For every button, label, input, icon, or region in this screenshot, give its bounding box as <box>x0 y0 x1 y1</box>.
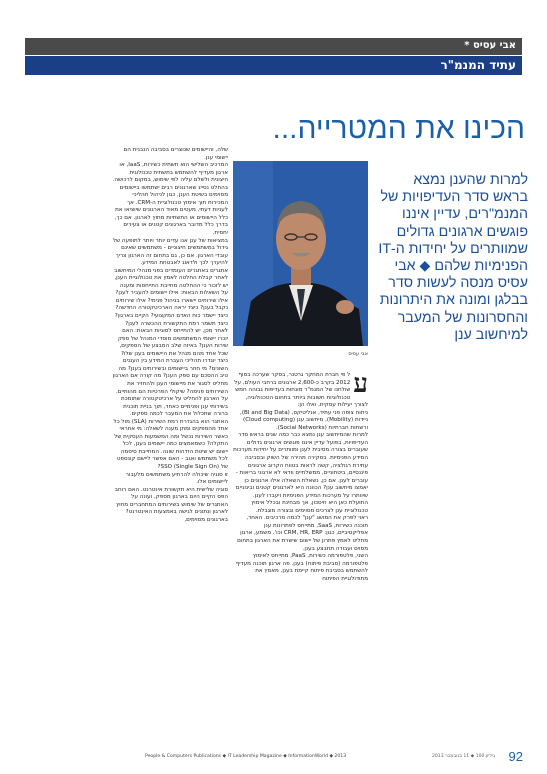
paragraph: סוגיה שלישית היא תקשורת אינטרנט. האם רוחב הפס הקיים היום בארגון מספק, ועונה על האתגרים של שימוש בשירותים המתחברים מחוץ לארגון ונתונים לגישה באמצעות האינטרנט? בארגונים מסוימים, <box>114 486 228 523</box>
author-name: אבי עסיס * <box>464 40 516 51</box>
page-number: 92 <box>508 749 523 764</box>
portrait-illustration <box>233 161 368 346</box>
drop-cap: ע <box>353 372 368 398</box>
paragraph: ראוי לפרק את המושג "ענן" לכמה מרכיבים. האחד, תוכנה כשירות, SaaS, מתייחס לפתרונות ענן אפליקטיביים, כגון: CRM, HR, ERP וכו'. משמע, ארגון מחליט לאמץ פתרון של יישום שישרת את הארגון בתחום מסוים ועבודה תתבצע בענן. <box>237 515 368 552</box>
paragraph: ל פי חברת המחקר גרטנר, בסקר שערכה בסוף 2012 בקרב כ-2,600 ארגונים ברחבי העולם, על שולחנו של המנמ"ר מונחות בעדיפות גבוהה חמש טכנולוגיות חשובות ביותר בתחום הטכנולוגיה, לצורך יעילות עסקית, ואלו הן: <box>234 372 368 409</box>
paragraph: השני, פלטפורמה כשירות, PaaS, מתייחס לאימוץ פלטפורמה (סביבת פיתוח) בענן. פה ארגון תוכנה מעדיף להשתמש בסביבת פיתוח קיימת בענן, מאמץ את מתודולוגיית הפיתוח <box>235 553 368 582</box>
article-column-left <box>112 147 228 737</box>
paragraph: לאחר מכן, יש להתייחס לסוגיות הבאות: האם יוכרו יישומי המשתמשים מוסדי המנהל של ספק שירות הענן? באיזה שלב המבצע של הספקים, שכל אחד מהם מנהל את היישומים בענן שלו? כיצד יוגדרו תהליכי העברת המידע בין העננים השונים? מי חוזר ביישומים ובשירותים בענן? מה טיב ההסכם עם ספק הענן? מה קורה אם הארגון מחליט לסגור את מיישומי הענן ולהחזיר את השירותים פנימה? שיקולי הפרטיות הם מהותיים. <box>112 328 228 395</box>
section-title: עתיד המנמ"ר <box>440 58 516 72</box>
paragraph: במציאות של ענן אנו עדים יותר ויותר לתופעה של גידול במשתמשים חיצוניים - משתמשים שאינם עובדי הארגון. אם כן, גם בתחום זה הארגון צריך להיערך לכך ולדאוג לאבטחת המידע. <box>112 237 228 267</box>
article-lead: למרות שהענן נמצא בראש סדר העדיפויות של המנמ"רים, עדיין איננו פוגשים ארגונים גדולים שמוותרים על יחידות ה-IT הפנימיות שלהם ◆ אבי עסיס מנסה לעשות סדר בבלגן ומונה את היתרונות והחסרונות של המעבר למיחשוב ענן <box>378 172 528 343</box>
article-column-middle <box>233 372 368 737</box>
paragraph: בהחלט נסייג שארגונים רבים ישתמשו ביישומים מסוימים בשיטת הענן, כגון לניהול תהליכי המכירות תוך אימוץ טכנולוגיית ה-CRM. אך לעניות דעתי, מעטים מאוד הארגונים שיוציאו את כלל היישומים או התשתיות מחוץ לארגון. אם כך, בדרך כלל מדובר בארגונים קטנים או צעירים יחסית. <box>114 184 228 237</box>
paragraph: זו סוגיה שיכולה להרתיע משתמשים מלעבור ליישומים אלו. <box>125 471 228 486</box>
paragraph: אתגרים באתגרים העומדים בפני מנהלי המיחשוב לאחר קבלת החלטה לאמץ את טכנולוגיית הענן, יש לזכור כי ההחלטה מחייבת התייחסות ומענה על השאלות הבאות: אילו יישומים להעביר לענן? אילו שירותים יישארו בניהול פנימי? אילו שירותים נקבל בענן? כיצד יראה הארכיטקטורה החדשה? כיצד יישמר כוח האדם המקצועי? הקיים בארגון? כיצד תשמר רמת התקשורת ההכשרה לענן? <box>114 267 228 327</box>
paragraph: שלה, והיישומים שנוצרים בסביבה הנבנית הם יישומי ענן. <box>123 147 228 161</box>
top-margin <box>0 0 547 38</box>
paragraph: למרות שהמיחשוב ענן נמצא כבר כמה שנים בראש סדר העדיפויות, בפועל עדיין איננו פוגשים ארגונים גדולים שעוברים בצורה מסיבית לענן ומוותרים על יחידות מערכות המידע הפנימיות. בסקירה מהירה של השוק ובסביבה עתירת רגולציה, קשה לראות בטווח הקרוב ארגונים פיננסיים, ביטחוניים, ממשלתיים וודאי לא ארגוני בריאות - עוברים לענן. אם כן, נשאלת השאלה אילו ארגונים כן יאמצו מיחשוב ענן? הכוונה היא לארגונים קטנים ובינוניים שיוותרו על מערכות המידע הפנימיות ויעברו לענן. התועלת כאן היא חיסכון, אך מבחינת ובכלל אימוץ טכנולוגיית ענן לצרכים מסוימים ובצורה מוגבלת. <box>233 432 368 514</box>
paragraph: ניתוח צופה פני עתיד, אנליטיקס, (BI and Big Data), ניידות (Mobility), מיחשוב ענן (Cloud computing) ורשתות חברתיות (Social Networks). <box>240 409 368 431</box>
publisher-info: People & Computers Publications ◆ IT Leadership Magazine ◆ InformationWorld ◆ 2013 <box>145 754 347 759</box>
issue-info: גיליון 100 ◆ 11 בנובמבר 2013 <box>431 754 495 759</box>
paragraph: המרכיב השלישי הוא תשתית כשירות, IaaS, או ארגון מעדיף להשתמש בתשתית טכנולוגית חיצונית ולשלם עליה לפי שימוש, במקום לרכושה. <box>112 162 228 184</box>
page-footer <box>145 749 523 768</box>
photo-caption: אבי עסיס <box>348 351 368 357</box>
author-photo <box>233 161 368 346</box>
section-bar <box>25 56 522 75</box>
author-bar <box>25 38 522 55</box>
article-headline: הכינו את המטרייה... <box>272 112 525 145</box>
paragraph: על הארגון להחליט על ארכיטקטורה שתומכת בשירותי ענן ופנימיים כאחד, תוך בניית תוכנית ברורה שתכלול את המעבר לכמה ספקים. האתגר הוא בהגדרת רמת השירות (SLA) מול כל אחד מהספקים ומתן מענה לשאלה: מי אחראי כאשר השירות נכשל ומה המשמעות העסקית של התקלה? כשמאמצים כמה יישומים בענן, לכל יישום יש שיטת הזדהות שונה. המחייבת סיסמה לכל משתמש ואגב - האם אפשר ליישם קונספט של SSO (Single Sign On)? <box>113 396 228 470</box>
